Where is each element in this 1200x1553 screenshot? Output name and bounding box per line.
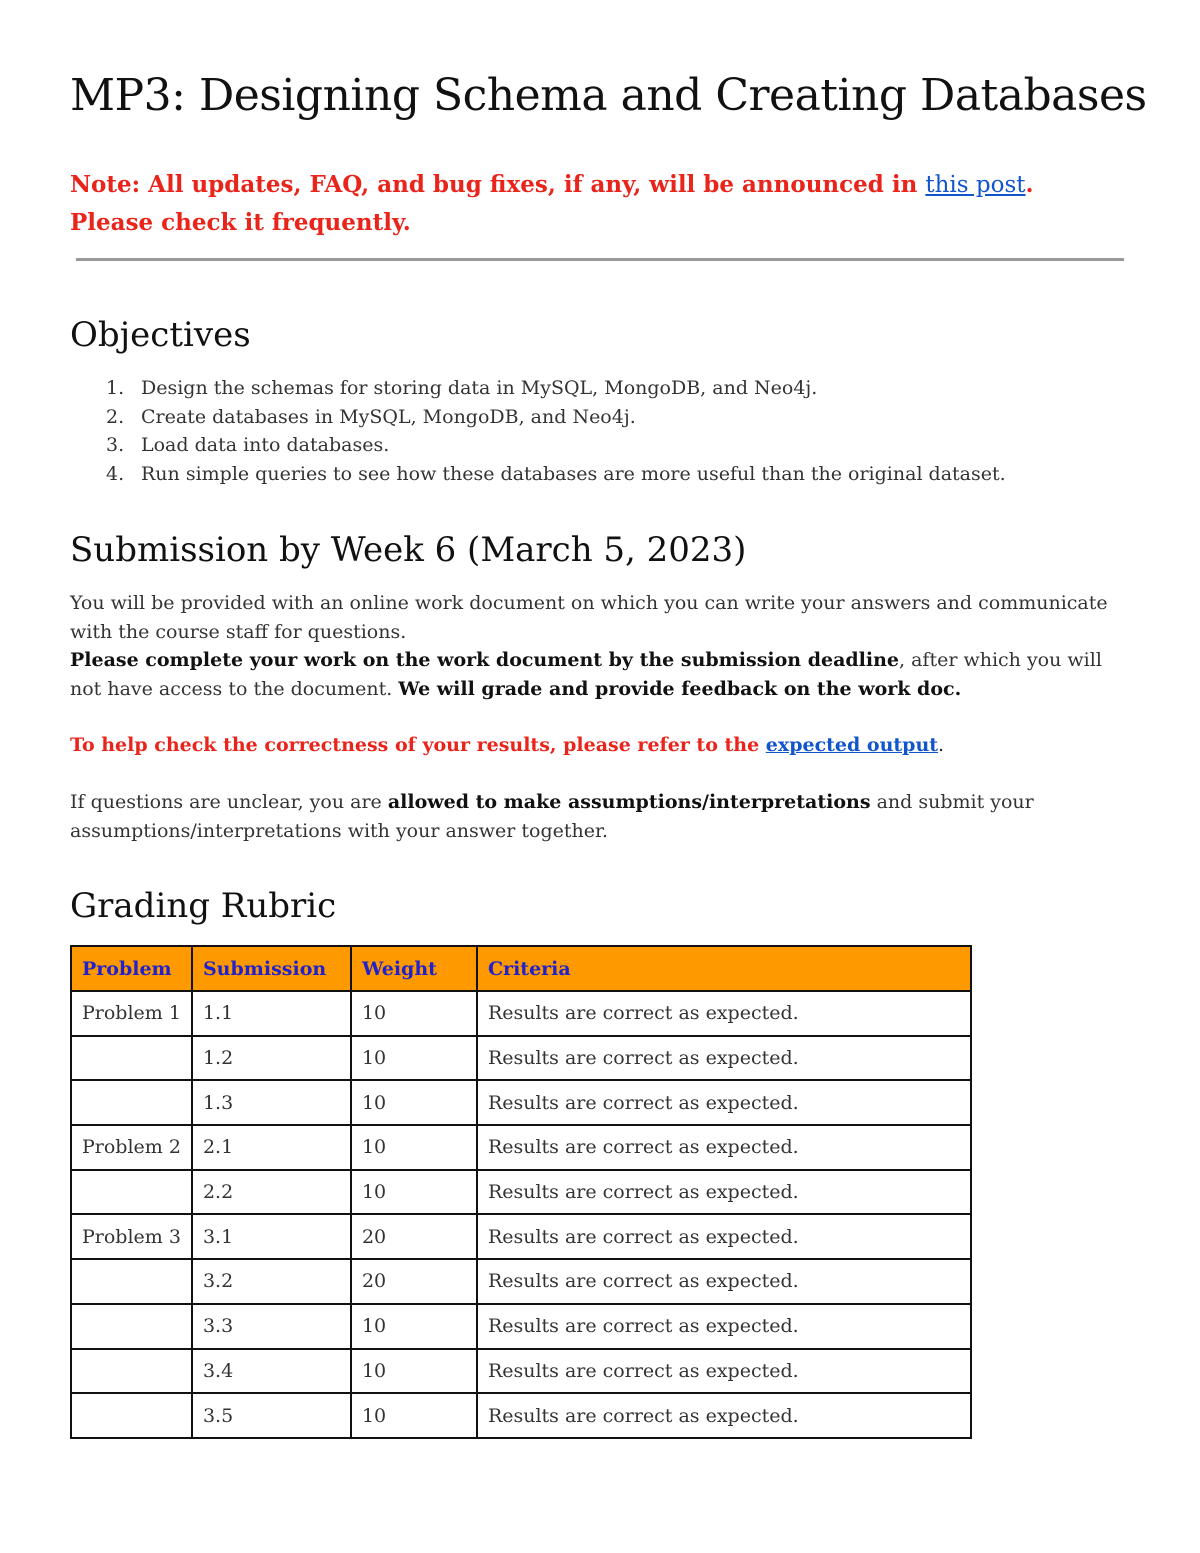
cell-weight: 10	[351, 1349, 477, 1394]
objective-text: Design the schemas for storing data in MySQL, MongoDB, and Neo4j.	[141, 377, 818, 399]
cell-problem	[71, 1080, 192, 1125]
cell-weight: 10	[351, 1080, 477, 1125]
submission-instructions	[70, 589, 1135, 703]
deadline-bold-text: Please complete your work on the work document by the submission deadline	[70, 649, 900, 671]
cell-criteria: Results are correct as expected.	[477, 1393, 971, 1438]
grading-rubric-heading: Grading Rubric	[70, 886, 337, 926]
table-header-row	[71, 946, 971, 991]
help-tail: .	[938, 734, 945, 756]
cell-submission: 2.1	[192, 1125, 351, 1170]
cell-problem: Problem 2	[71, 1125, 192, 1170]
objectives-heading: Objectives	[70, 315, 251, 355]
cell-problem	[71, 1393, 192, 1438]
expected-output-paragraph	[70, 731, 1135, 760]
cell-criteria: Results are correct as expected.	[477, 1080, 971, 1125]
cell-criteria: Results are correct as expected.	[477, 1259, 971, 1304]
cell-problem	[71, 1304, 192, 1349]
cell-criteria: Results are correct as expected.	[477, 1170, 971, 1215]
table-row	[71, 991, 971, 1036]
objective-text: Run simple queries to see how these databases are more useful than the original dataset.	[141, 462, 1006, 485]
horizontal-rule	[76, 258, 1124, 261]
cell-weight: 10	[351, 1393, 477, 1438]
deadline-paragraph	[70, 646, 1135, 703]
cell-criteria: Results are correct as expected.	[477, 1349, 971, 1394]
cell-submission: 3.3	[192, 1304, 351, 1349]
table-row	[71, 1349, 971, 1394]
cell-problem	[71, 1036, 192, 1081]
table-row	[71, 1214, 971, 1259]
cell-submission: 2.2	[192, 1170, 351, 1215]
cell-criteria: Results are correct as expected.	[477, 1036, 971, 1081]
table-row	[71, 1036, 971, 1081]
cell-criteria: Results are correct as expected.	[477, 991, 971, 1036]
objective-number: 1.	[106, 377, 125, 399]
assume-text-after: and submit your assumptions/interpretations with your answer together.	[70, 791, 1034, 842]
cell-problem	[71, 1259, 192, 1304]
cell-weight: 20	[351, 1259, 477, 1304]
cell-submission: 1.3	[192, 1080, 351, 1125]
column-header-weight: Weight	[351, 946, 477, 991]
cell-weight: 10	[351, 1036, 477, 1081]
assume-text-before: If questions are unclear, you are	[70, 791, 388, 813]
column-header-submission: Submission	[192, 946, 351, 991]
cell-submission: 3.2	[192, 1259, 351, 1304]
this-post-link[interactable]: this post	[925, 172, 1026, 198]
objective-text: Load data into databases.	[141, 434, 390, 456]
cell-criteria: Results are correct as expected.	[477, 1304, 971, 1349]
cell-submission: 3.5	[192, 1393, 351, 1438]
cell-problem: Problem 1	[71, 991, 192, 1036]
column-header-problem: Problem	[71, 946, 192, 991]
cell-criteria: Results are correct as expected.	[477, 1214, 971, 1259]
cell-problem	[71, 1349, 192, 1394]
cell-weight: 10	[351, 991, 477, 1036]
table-row	[71, 1393, 971, 1438]
note-text-after-link: . Please check it frequently.	[70, 171, 1034, 236]
deadline-text: , after which you will not have access to the document.	[70, 649, 1102, 700]
assume-bold-text: allowed to make assumptions/interpretations	[387, 791, 871, 813]
objective-text: Create databases in MySQL, MongoDB, and Neo4j.	[141, 405, 636, 428]
objective-item	[70, 431, 1006, 460]
cell-weight: 10	[351, 1125, 477, 1170]
cell-submission: 3.1	[192, 1214, 351, 1259]
table-row	[71, 1080, 971, 1125]
grading-rubric-table	[70, 945, 972, 1439]
cell-submission: 1.2	[192, 1036, 351, 1081]
table-row	[71, 1259, 971, 1304]
page-title: MP3: Designing Schema and Creating Databases	[70, 70, 1147, 121]
note-paragraph	[70, 166, 1110, 241]
objective-number: 2.	[106, 405, 125, 428]
objective-item	[70, 374, 1006, 403]
help-text: To help check the correctness of your results, please refer to the	[70, 734, 766, 756]
cell-submission: 1.1	[192, 991, 351, 1036]
work-document-paragraph: You will be provided with an online work document on which you can write your answers and communicate with the course staff for questions.	[70, 592, 1108, 643]
cell-criteria: Results are correct as expected.	[477, 1125, 971, 1170]
cell-submission: 3.4	[192, 1349, 351, 1394]
table-row	[71, 1170, 971, 1215]
cell-weight: 10	[351, 1170, 477, 1215]
objectives-list	[70, 374, 1006, 488]
cell-problem	[71, 1170, 192, 1215]
objective-number: 4.	[106, 462, 125, 485]
cell-problem: Problem 3	[71, 1214, 192, 1259]
note-label: Note:	[70, 171, 141, 198]
objective-number: 3.	[106, 434, 125, 456]
feedback-bold-text: We will grade and provide feedback on the work doc.	[398, 677, 962, 700]
cell-weight: 20	[351, 1214, 477, 1259]
cell-weight: 10	[351, 1304, 477, 1349]
column-header-criteria: Criteria	[477, 946, 971, 991]
assumptions-paragraph	[70, 788, 1135, 845]
table-row	[71, 1125, 971, 1170]
expected-output-link[interactable]: expected output	[765, 734, 939, 756]
table-row	[71, 1304, 971, 1349]
objective-item	[70, 403, 1006, 432]
note-text-before-link: All updates, FAQ, and bug fixes, if any, will be announced in	[140, 171, 926, 198]
submission-heading: Submission by Week 6 (March 5, 2023)	[70, 530, 747, 570]
objective-item	[70, 460, 1006, 489]
